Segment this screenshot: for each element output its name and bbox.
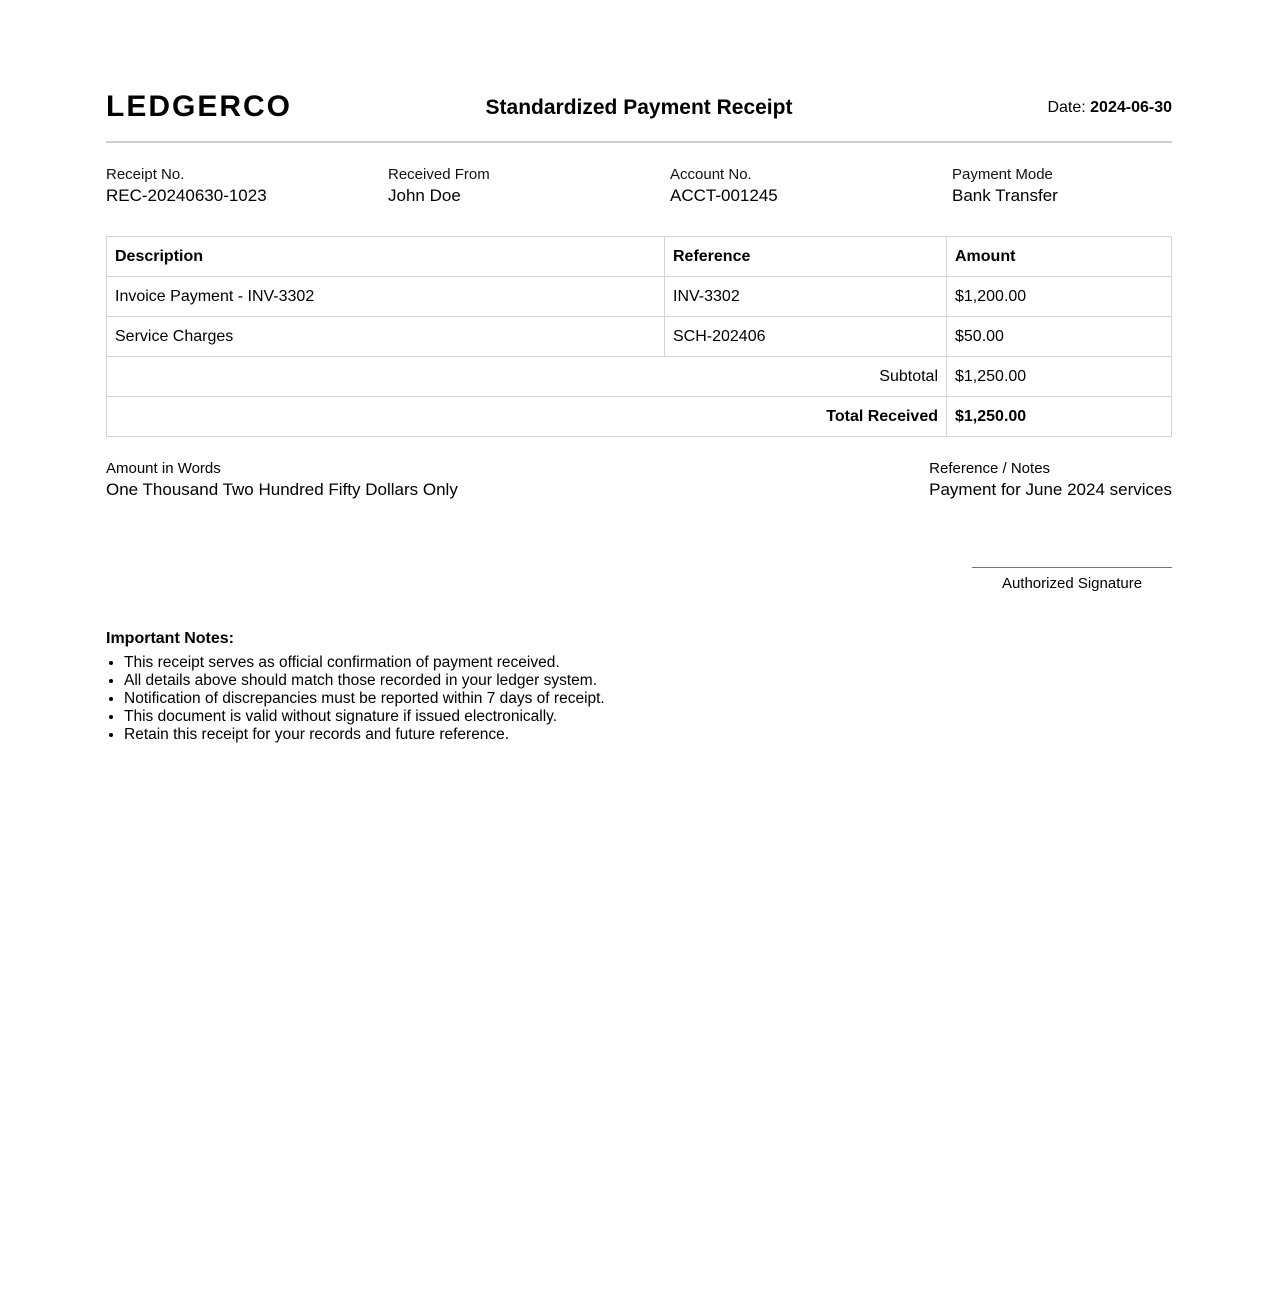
amount-words-label: Amount in Words xyxy=(106,460,221,477)
meta-value: REC-20240630-1023 xyxy=(106,186,267,205)
meta-label: Payment Mode xyxy=(952,166,1053,183)
list-item: • This document is valid without signature if issued electronically. xyxy=(124,708,906,726)
meta-received-from xyxy=(388,166,490,206)
receipt-header xyxy=(106,88,1172,128)
meta-value: Bank Transfer xyxy=(952,186,1058,205)
reference-notes xyxy=(929,460,1172,500)
total-label: Total Received xyxy=(107,397,947,437)
meta-label: Account No. xyxy=(670,166,752,183)
row-reference: SCH-202406 xyxy=(665,317,947,357)
meta-payment-mode xyxy=(952,166,1058,206)
row-amount: $50.00 xyxy=(947,317,1172,357)
document-title: Standardized Payment Receipt xyxy=(485,96,793,119)
amount-words-value: One Thousand Two Hundred Fifty Dollars Only xyxy=(106,480,458,499)
meta-label: Receipt No. xyxy=(106,166,185,183)
payment-items-table xyxy=(106,236,1172,437)
table-header-row xyxy=(107,237,1172,277)
meta-receipt-no xyxy=(106,166,267,206)
header-divider xyxy=(106,141,1172,143)
row-reference: INV-3302 xyxy=(665,277,947,317)
table-row xyxy=(107,277,1172,317)
date-value: 2024-06-30 xyxy=(1090,99,1172,116)
subtotal-label: Subtotal xyxy=(107,357,947,397)
list-item: • Notification of discrepancies must be reported within 7 days of receipt. xyxy=(124,690,906,708)
company-logo: LEDGERCO xyxy=(106,90,293,123)
meta-account-no xyxy=(670,166,778,206)
date-label: Date: xyxy=(1047,99,1091,116)
total-row xyxy=(107,397,1172,437)
subtotal-value: $1,250.00 xyxy=(947,357,1172,397)
list-item: • All details above should match those recorded in your ledger system. xyxy=(124,672,906,690)
row-description: Service Charges xyxy=(107,317,665,357)
important-notes-list xyxy=(106,654,906,744)
authorized-signature: Authorized Signature xyxy=(972,567,1172,592)
list-item: • Retain this receipt for your records and future reference. xyxy=(124,726,906,744)
column-header-amount: Amount xyxy=(947,237,1172,277)
amount-in-words xyxy=(106,460,458,500)
reference-notes-label: Reference / Notes xyxy=(929,460,1051,477)
row-description: Invoice Payment - INV-3302 xyxy=(107,277,665,317)
column-header-reference: Reference xyxy=(665,237,947,277)
subtotal-row xyxy=(107,357,1172,397)
table-row xyxy=(107,317,1172,357)
receipt-date xyxy=(1047,99,1172,117)
reference-notes-value: Payment for June 2024 services xyxy=(929,480,1172,499)
column-header-description: Description xyxy=(107,237,665,277)
important-notes xyxy=(106,630,906,744)
receipt-meta xyxy=(106,166,1172,208)
meta-value: John Doe xyxy=(388,186,461,205)
meta-label: Received From xyxy=(388,166,490,183)
total-value: $1,250.00 xyxy=(947,397,1172,437)
list-item: • This receipt serves as official confirmation of payment received. xyxy=(124,654,906,672)
important-notes-title: Important Notes: xyxy=(106,630,234,647)
meta-value: ACCT-001245 xyxy=(670,186,778,205)
row-amount: $1,200.00 xyxy=(947,277,1172,317)
